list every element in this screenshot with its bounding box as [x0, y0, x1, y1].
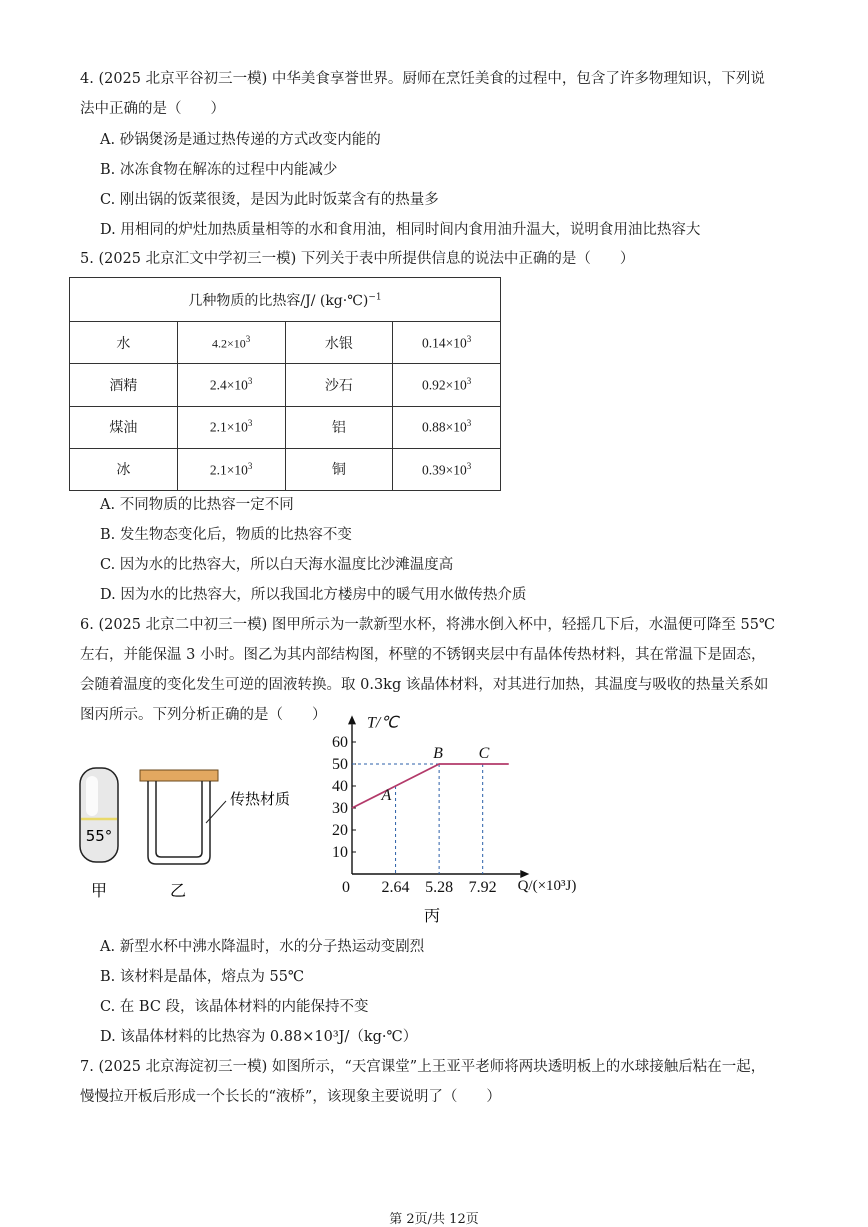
- q6-stem-line1: 6. (2025 北京二中初三一模) 图甲所示为一款新型水杯，将沸水倒入杯中，轻摇几下后，水温便可降至 55℃: [80, 617, 776, 633]
- table-cell: 水: [70, 322, 178, 364]
- temperature-heat-chart: [332, 714, 576, 896]
- page-footer: 第 2页/共 12页: [389, 1212, 479, 1227]
- q4-option-d: D. 用相同的炉灶加热质量相等的水和食用油，相同时间内食用油升温大，说明食用油比热容大: [100, 222, 701, 238]
- q5-option-a: A. 不同物质的比热容一定不同: [100, 497, 294, 513]
- q4-stem-line2: 法中正确的是（ ）: [80, 101, 225, 117]
- x-tick-label: 5.28: [425, 879, 454, 896]
- table-cell: 酒精: [70, 364, 178, 406]
- label-bing: 丙: [423, 906, 441, 925]
- y-tick-label: 20: [332, 822, 348, 839]
- label-jia: 甲: [90, 881, 108, 900]
- table-cell: $2.4\times 10^3$: [177, 364, 285, 406]
- table-cell: 冰: [70, 448, 178, 490]
- table-row: [70, 322, 501, 364]
- table-cell: $0.92\times 10^3$: [393, 364, 501, 406]
- temperature-series-line: [352, 764, 509, 808]
- q6-stem-line4: 图丙所示。下列分析正确的是（ ）: [80, 707, 327, 723]
- x-axis-arrow: [520, 870, 529, 878]
- q4-option-a: A. 砂锅煲汤是通过热传递的方式改变内能的: [100, 132, 381, 148]
- point-label-b: B: [433, 745, 443, 762]
- q4-option-b: B. 冰冻食物在解冻的过程中内能减少: [100, 162, 338, 178]
- q5-option-b: B. 发生物态变化后，物质的比热容不变: [100, 527, 352, 543]
- y-tick-label: 30: [332, 800, 348, 817]
- x-tick-label: 7.92: [468, 879, 497, 896]
- table-cell: $2.1\times 10^3$: [177, 406, 285, 448]
- q6-option-c: C. 在 BC 段，该晶体材料的内能保持不变: [100, 999, 369, 1015]
- y-tick-label: 50: [332, 756, 348, 773]
- q4-option-c: C. 刚出锅的饭菜很烫，是因为此时饭菜含有的热量多: [100, 192, 439, 208]
- cup-jia-illustration: [80, 768, 118, 862]
- table-title: 几种物质的比热容/J/ (kg·℃)$^{-1}$: [70, 278, 501, 322]
- x-tick-label: 0: [342, 879, 350, 896]
- table-row: [70, 406, 501, 448]
- table-cell: $2.1\times 10^3$: [177, 448, 285, 490]
- point-label-c: C: [478, 745, 490, 762]
- q7-stem-line1: 7. (2025 北京海淀初三一模) 如图所示，“天宫课堂”上王亚平老师将两块透明板上的水球接触后粘在一起，: [80, 1059, 766, 1075]
- table-cell: 铜: [285, 448, 393, 490]
- point-label-a: A: [381, 787, 392, 804]
- table-cell: 铝: [285, 406, 393, 448]
- material-label: 传热材质: [230, 790, 291, 808]
- table-cell: $0.88\times 10^3$: [393, 406, 501, 448]
- y-axis-arrow: [348, 715, 356, 724]
- table-cell: 沙石: [285, 364, 393, 406]
- q5-stem-line1: 5. (2025 北京汇文中学初三一模) 下列关于表中所提供信息的说法中正确的是（ ）: [80, 251, 635, 267]
- q6-option-a: A. 新型水杯中沸水降温时，水的分子热运动变剧烈: [100, 939, 425, 955]
- q6-stem-line2: 左右，并能保温 3 小时。图乙为其内部结构图，杯壁的不锈钢夹层中有晶体传热材料，其在常温下是固态，: [80, 647, 766, 663]
- x-axis-label: Q/(×10³J): [517, 878, 577, 894]
- table-cell: 煤油: [70, 406, 178, 448]
- cup-temp-label: 55°: [85, 827, 113, 845]
- q7-stem-line2: 慢慢拉开板后形成一个长长的“液桥”，该现象主要说明了（ ）: [80, 1089, 501, 1105]
- q6-stem-line3: 会随着温度的变化发生可逆的固液转换。取 0.3kg 该晶体材料，对其进行加热，其温度与吸收的热量关系如: [80, 677, 769, 693]
- table-cell: 水银: [285, 322, 393, 364]
- label-yi: 乙: [169, 881, 187, 900]
- y-tick-label: 10: [332, 844, 348, 861]
- q4-stem-line1: 4. (2025 北京平谷初三一模) 中华美食享誉世界。厨师在烹饪美食的过程中，包含了许多物理知识，下列说: [80, 71, 765, 87]
- q6-option-b: B. 该材料是晶体，熔点为 55℃: [100, 969, 305, 985]
- y-tick-label: 60: [332, 734, 348, 751]
- q5-option-c: C. 因为水的比热容大，所以白天海水温度比沙滩温度高: [100, 557, 454, 573]
- cup-yi-structure: [140, 770, 226, 864]
- table-row: [70, 364, 501, 406]
- specific-heat-table: [69, 277, 501, 491]
- y-axis-label: T/℃: [367, 714, 399, 732]
- table-cell: $0.39\times 10^3$: [393, 448, 501, 490]
- table-cell: $4.2\times 10^3$: [177, 322, 285, 364]
- q5-option-d: D. 因为水的比热容大，所以我国北方楼房中的暖气用水做传热介质: [100, 587, 527, 603]
- q6-option-d: D. 该晶体材料的比热容为 0.88×10³J/（kg·℃）: [100, 1029, 418, 1045]
- table-row: [70, 448, 501, 490]
- x-tick-label: 2.64: [381, 879, 410, 896]
- y-tick-label: 40: [332, 778, 348, 795]
- table-cell: $0.14\times 10^3$: [393, 322, 501, 364]
